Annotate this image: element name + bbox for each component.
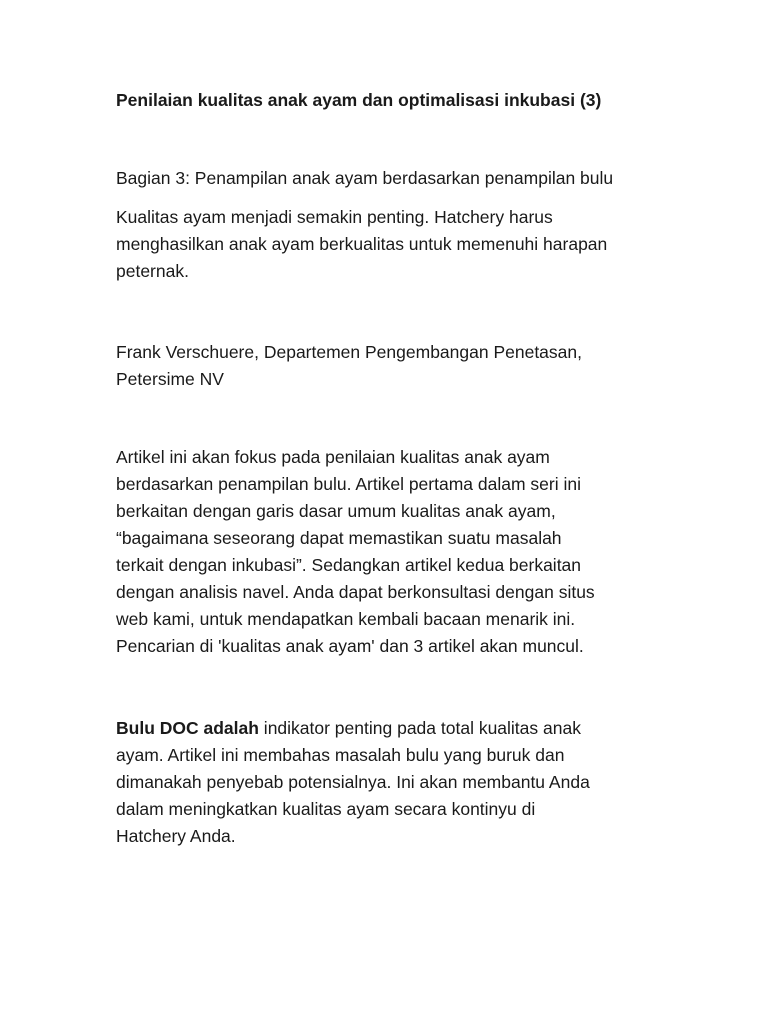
author-line: Frank Verschuere, Departemen Pengembangan Penetasan, bbox=[116, 342, 582, 362]
bulu-line: indikator penting pada total kualitas anak bbox=[258, 718, 581, 738]
article-line: Artikel ini akan fokus pada penilaian kualitas anak ayam bbox=[116, 447, 550, 467]
article-line: berdasarkan penampilan bulu. Artikel pertama dalam seri ini bbox=[116, 474, 581, 494]
intro-paragraph bbox=[116, 204, 676, 285]
article-line: “bagaimana seseorang dapat memastikan suatu masalah bbox=[116, 528, 562, 548]
article-line: Pencarian di 'kualitas anak ayam' dan 3 artikel akan muncul. bbox=[116, 636, 584, 656]
article-line: berkaitan dengan garis dasar umum kualitas anak ayam, bbox=[116, 501, 556, 521]
bulu-line: dalam meningkatkan kualitas ayam secara kontinyu di bbox=[116, 799, 536, 819]
bulu-line: Hatchery Anda. bbox=[116, 826, 236, 846]
intro-line: peternak. bbox=[116, 261, 189, 281]
author-line: Petersime NV bbox=[116, 369, 224, 389]
intro-line: menghasilkan anak ayam berkualitas untuk memenuhi harapan bbox=[116, 234, 608, 254]
bulu-line: dimanakah penyebab potensialnya. Ini akan membantu Anda bbox=[116, 772, 590, 792]
article-paragraph bbox=[116, 444, 676, 660]
bulu-line: ayam. Artikel ini membahas masalah bulu yang buruk dan bbox=[116, 745, 565, 765]
article-line: web kami, untuk mendapatkan kembali bacaan menarik ini. bbox=[116, 609, 576, 629]
article-line: terkait dengan inkubasi”. Sedangkan artikel kedua berkaitan bbox=[116, 555, 582, 575]
bulu-paragraph bbox=[116, 715, 676, 850]
document-title: Penilaian kualitas anak ayam dan optimalisasi inkubasi (3) bbox=[116, 90, 602, 110]
intro-line: Kualitas ayam menjadi semakin penting. Hatchery harus bbox=[116, 207, 553, 227]
section-heading: Bagian 3: Penampilan anak ayam berdasarkan penampilan bulu bbox=[116, 168, 614, 188]
article-line: dengan analisis navel. Anda dapat berkonsultasi dengan situs bbox=[116, 582, 595, 602]
author-paragraph bbox=[116, 339, 676, 393]
bulu-bold-lead: Bulu DOC adalah bbox=[116, 718, 259, 738]
